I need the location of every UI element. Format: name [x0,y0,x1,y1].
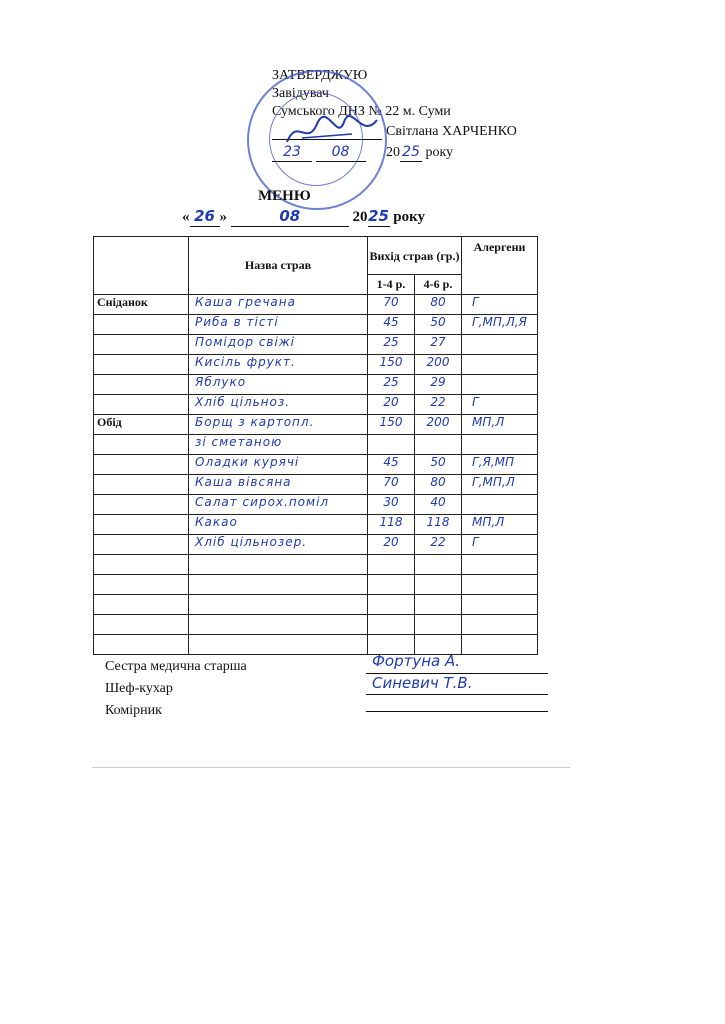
page-divider [92,767,570,768]
age-4-6-header: 4-6 р. [415,275,462,295]
table-row [94,515,538,535]
allergens-cell [462,555,538,575]
table-row [94,415,538,435]
weight-4-6-cell: 118 [415,515,462,535]
weight-4-6-cell: 29 [415,375,462,395]
table-row [94,475,538,495]
dish-cell: Какао [189,515,368,535]
meal-cell [94,515,189,535]
weight-4-6-cell [415,595,462,615]
signature-name-nurse: Фортуна А. [372,652,461,670]
weight-4-6-cell: 27 [415,335,462,355]
allergens-cell: Г [462,535,538,555]
dish-cell: зі сметаною [189,435,368,455]
weight-1-4-cell: 118 [368,515,415,535]
dish-column-header: Назва страв [189,237,368,295]
meal-cell [94,635,189,655]
table-row [94,355,538,375]
dish-cell: Хліб цільноз. [189,395,368,415]
meal-cell [94,575,189,595]
weight-1-4-cell: 70 [368,475,415,495]
weight-1-4-cell [368,615,415,635]
weight-1-4-cell: 45 [368,455,415,475]
weight-1-4-cell: 30 [368,495,415,515]
table-row [94,575,538,595]
age-1-4-header: 1-4 р. [368,275,415,295]
signature-label-nurse: Сестра медична старша [105,659,247,674]
table-row [94,555,538,575]
allergens-cell: Г,МП,Л,Я [462,315,538,335]
weight-1-4-cell [368,575,415,595]
menu-title: МЕНЮ [258,188,311,204]
approver-name: Світлана ХАРЧЕНКО [386,124,517,139]
output-column-header: Вихід страв (гр.) [368,237,462,275]
dish-cell: Помідор свіжі [189,335,368,355]
weight-4-6-cell [415,555,462,575]
signature-label-storekeeper: Комірник [105,703,162,718]
signature-name-chef: Синевич Т.В. [372,674,473,692]
signature-line-storekeeper [366,711,548,712]
meal-cell [94,315,189,335]
menu-table-body [94,295,538,655]
allergens-cell: Г [462,295,538,315]
meal-cell [94,555,189,575]
dish-cell [189,575,368,595]
dish-cell: Кисіль фрукт. [189,355,368,375]
table-row [94,315,538,335]
weight-4-6-cell: 80 [415,475,462,495]
weight-4-6-cell: 50 [415,315,462,335]
meal-cell: Обід [94,415,189,435]
weight-4-6-cell: 50 [415,455,462,475]
dish-cell: Хліб цільнозер. [189,535,368,555]
table-row [94,615,538,635]
table-row [94,595,538,615]
meal-cell [94,615,189,635]
allergens-cell: Г,МП,Л [462,475,538,495]
meal-cell [94,395,189,415]
weight-4-6-cell: 80 [415,295,462,315]
meal-column-header [94,237,189,295]
menu-year-suffix: 25 [368,207,389,225]
allergens-cell [462,375,538,395]
approver-position: Завідувач [272,86,329,101]
allergens-column-header: Алергени [462,237,538,295]
weight-1-4-cell [368,595,415,615]
dish-cell: Риба в тісті [189,315,368,335]
allergens-cell: МП,Л [462,515,538,535]
weight-4-6-cell [415,575,462,595]
weight-4-6-cell [415,435,462,455]
weight-1-4-cell: 25 [368,335,415,355]
allergens-cell: Г,Я,МП [462,455,538,475]
weight-1-4-cell: 150 [368,355,415,375]
allergens-cell: Г [462,395,538,415]
menu-table [93,236,538,655]
weight-1-4-cell: 20 [368,395,415,415]
weight-4-6-cell: 40 [415,495,462,515]
dish-cell: Каша вівсяна [189,475,368,495]
dish-cell [189,615,368,635]
table-row [94,535,538,555]
table-row [94,395,538,415]
weight-1-4-cell: 25 [368,375,415,395]
dish-cell: Оладки курячі [189,455,368,475]
meal-cell [94,595,189,615]
dish-cell: Салат сирох.поміл [189,495,368,515]
approval-month: 08 [331,144,350,160]
table-row [94,435,538,455]
meal-cell [94,335,189,355]
meal-cell [94,455,189,475]
allergens-cell [462,635,538,655]
table-row [94,335,538,355]
signature-label-chef: Шеф-кухар [105,681,173,696]
meal-cell [94,475,189,495]
weight-4-6-cell: 200 [415,355,462,375]
signature-line-chef [366,694,548,695]
table-row [94,635,538,655]
meal-cell [94,495,189,515]
weight-4-6-cell: 22 [415,395,462,415]
allergens-cell [462,355,538,375]
weight-1-4-cell [368,435,415,455]
weight-1-4-cell: 45 [368,315,415,335]
dish-cell: Борщ з картопл. [189,415,368,435]
dish-cell [189,555,368,575]
meal-cell [94,435,189,455]
dish-cell [189,595,368,615]
dish-cell: Каша гречана [189,295,368,315]
allergens-cell [462,335,538,355]
table-row [94,295,538,315]
allergens-cell [462,615,538,635]
weight-1-4-cell: 70 [368,295,415,315]
weight-4-6-cell: 22 [415,535,462,555]
approval-year: 20 25 року [386,144,454,160]
dish-cell: Яблуко [189,375,368,395]
table-row [94,455,538,475]
approval-day: 23 [283,144,301,160]
allergens-cell [462,435,538,455]
meal-cell: Сніданок [94,295,189,315]
dish-cell [189,635,368,655]
allergens-cell: МП,Л [462,415,538,435]
menu-date: « 26 » 08 2025 року [182,207,426,225]
meal-cell [94,535,189,555]
weight-1-4-cell: 150 [368,415,415,435]
menu-month: 08 [279,207,301,225]
approve-word: ЗАТВЕРДЖУЮ [272,68,368,83]
allergens-cell [462,495,538,515]
meal-cell [94,355,189,375]
table-row [94,495,538,515]
organization-line: Сумського ДНЗ № 22 м. Суми [272,104,451,119]
allergens-cell [462,575,538,595]
menu-day: 26 [194,207,215,225]
director-signature [282,112,382,152]
table-row [94,375,538,395]
weight-4-6-cell: 200 [415,415,462,435]
allergens-cell [462,595,538,615]
meal-cell [94,375,189,395]
weight-4-6-cell [415,615,462,635]
weight-1-4-cell: 20 [368,535,415,555]
weight-1-4-cell [368,555,415,575]
